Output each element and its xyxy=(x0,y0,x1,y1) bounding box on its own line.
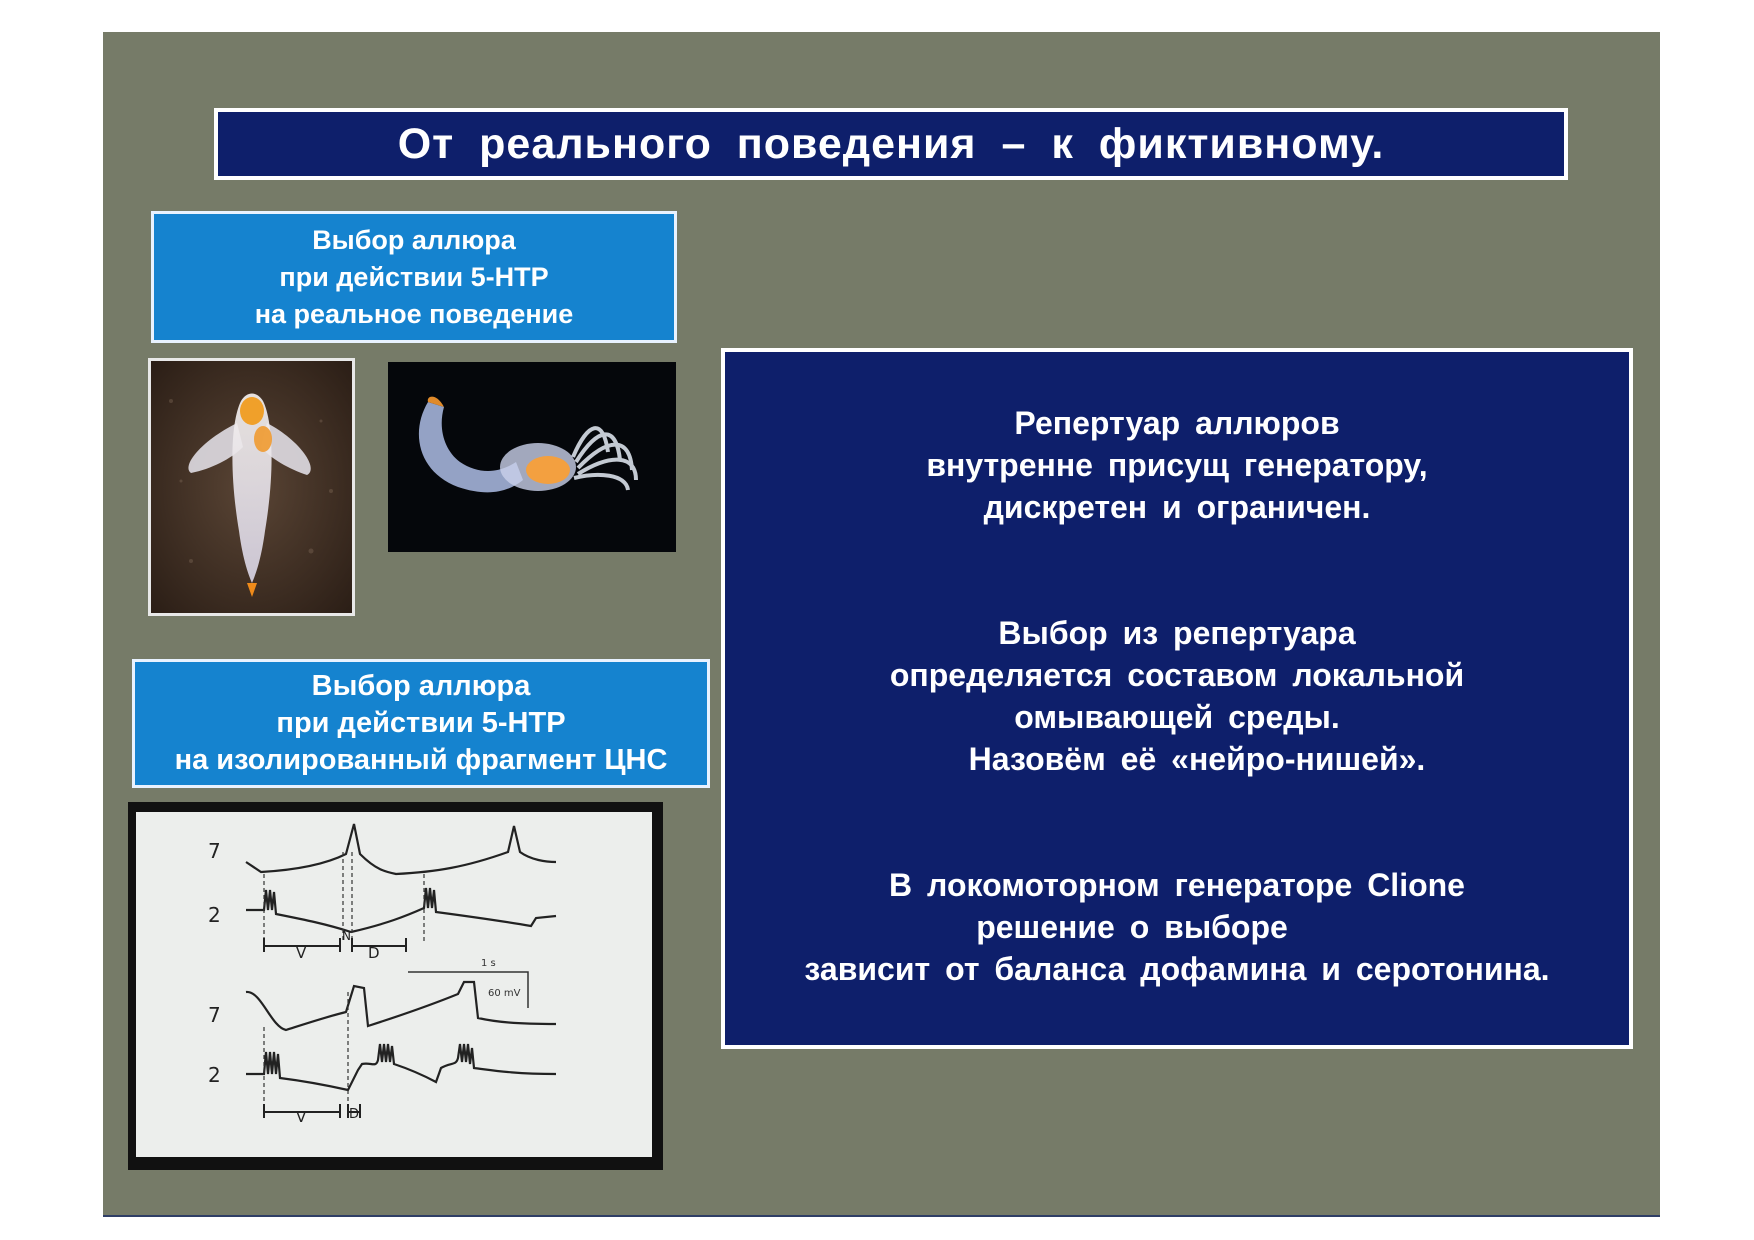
choice-line-1: Выбор из репертуара xyxy=(998,615,1356,651)
clione-curved-image xyxy=(388,362,676,552)
choice-paragraph xyxy=(725,612,1629,780)
clione-photo-vertical xyxy=(148,358,355,616)
clione-line-1: В локомоторном генераторе Clione xyxy=(889,867,1465,903)
clione-paragraph xyxy=(725,864,1629,990)
phase-label-n-top: N xyxy=(342,929,351,943)
slide-title: От реального поведения – к фиктивному. xyxy=(397,119,1385,168)
phase-label-d-bottom: D xyxy=(349,1107,360,1122)
isolated-cns-label xyxy=(132,659,710,788)
real-behavior-label-line-2: при действии 5-HTP xyxy=(279,261,549,292)
real-behavior-label-line-3: на реальное поведение xyxy=(254,298,574,329)
real-behavior-label xyxy=(151,211,677,343)
phase-label-d-top: D xyxy=(368,944,380,962)
trace-label-top-2: 2 xyxy=(208,903,221,927)
choice-line-2: определяется составом локальной xyxy=(889,657,1465,693)
trace-top-2 xyxy=(246,888,556,932)
conclusions-box xyxy=(721,348,1633,1049)
trace-label-bottom-7: 7 xyxy=(208,1003,221,1027)
clione-vertical-image xyxy=(151,361,352,613)
slide-bottom-border xyxy=(103,1215,1660,1217)
scale-voltage-label: 60 mV xyxy=(488,988,521,999)
isolated-cns-label-line-3: на изолированный фрагмент ЦНС xyxy=(174,744,668,776)
choice-line-4: Назовём её «нейро-нишей». xyxy=(968,741,1426,777)
repertoire-line-3: дискретен и ограничен. xyxy=(983,489,1371,525)
trace-top-7 xyxy=(246,824,556,874)
neuron-traces-figure xyxy=(128,802,663,1170)
trace-label-bottom-2: 2 xyxy=(208,1063,221,1087)
isolated-cns-label-line-2: при действии 5-HTP xyxy=(276,707,566,739)
scale-time-label: 1 s xyxy=(481,958,496,969)
isolated-cns-label-line-1: Выбор аллюра xyxy=(311,670,531,702)
clione-line-2: решение о выборе xyxy=(976,909,1288,945)
repertoire-line-2: внутренне присущ генератору, xyxy=(926,447,1428,483)
real-behavior-label-line-1: Выбор аллюра xyxy=(312,224,516,255)
repertoire-paragraph xyxy=(725,402,1629,528)
slide-title-box xyxy=(214,108,1568,180)
clione-photo-curved xyxy=(388,362,676,552)
phase-label-v-top: V xyxy=(296,944,307,962)
clione-line-3: зависит от баланса дофамина и серотонина. xyxy=(804,951,1550,987)
choice-line-3: омывающей среды. xyxy=(1014,699,1340,735)
membrane-potential-traces xyxy=(136,812,652,1157)
trace-label-top-7: 7 xyxy=(208,839,221,863)
repertoire-line-1: Репертуар аллюров xyxy=(1014,405,1340,441)
trace-bottom-2 xyxy=(246,1044,556,1090)
phase-label-v-bottom: V xyxy=(296,1108,307,1126)
traces-paper xyxy=(136,812,652,1157)
